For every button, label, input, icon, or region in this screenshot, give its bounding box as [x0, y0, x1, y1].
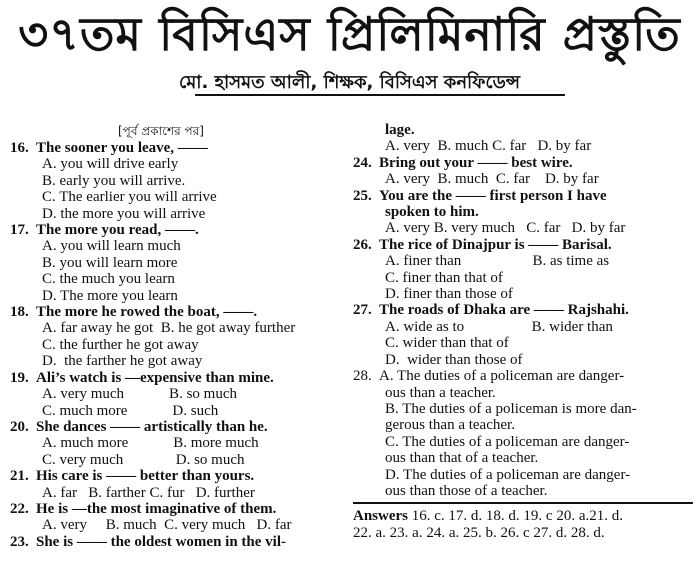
continued-note: [পূর্ব প্রকাশের পর] — [118, 124, 204, 138]
question-number: 18. — [10, 304, 29, 321]
question-text: Bring out your —— best wire. — [379, 154, 573, 171]
question-stem — [10, 140, 340, 156]
question-text: The rice of Dinajpur is —— Barisal. — [379, 236, 612, 253]
option-line: A. very much B. so much — [42, 386, 237, 403]
answers-label: Answers — [353, 508, 408, 525]
option-line: D. The more you learn — [42, 287, 178, 304]
question-text: She is —— the oldest women in the vil- — [36, 533, 287, 550]
option-line: A. much more B. more much — [42, 435, 259, 452]
question-stem — [10, 468, 340, 484]
question-number: 24. — [353, 154, 372, 171]
question-24 — [353, 155, 693, 188]
question-18 — [10, 304, 340, 370]
question-stem — [353, 155, 693, 171]
question-text: The more you read, ——. — [36, 222, 199, 239]
left-question-list — [10, 140, 340, 550]
question-stem — [10, 501, 340, 517]
option-line: D. finer than those of — [385, 286, 513, 303]
option-d-line1: D. The duties of a policeman are danger- — [385, 466, 631, 483]
option-line: D. the farther he got away — [42, 353, 203, 370]
option-line: C. finer than that of — [385, 269, 503, 286]
option-line: B. you will learn more — [42, 254, 178, 271]
question-text-continued: spoken to him. — [385, 204, 479, 221]
option-line: A. you will drive early — [42, 156, 179, 173]
right-question-list — [353, 155, 693, 368]
question-text: Ali’s watch is —expensive than mine. — [36, 369, 274, 386]
option-line: C. the further he got away — [42, 336, 199, 353]
option-line: A. very B. much C. far D. by far — [385, 171, 599, 188]
question-22 — [10, 501, 340, 534]
page-title: ৩৭তম বিসিএস প্রিলিমিনারি প্রস্তুতি — [18, 7, 681, 61]
question-stem — [10, 304, 340, 320]
question-number: 19. — [10, 369, 29, 386]
question-19 — [10, 370, 340, 419]
answers-divider — [353, 502, 693, 504]
option-line: D. the more you will arrive — [42, 205, 206, 222]
option-line: A. far B. farther C. fur D. further — [42, 484, 255, 501]
question-17 — [10, 222, 340, 304]
answer-key — [353, 508, 693, 541]
option-c-line1: C. The duties of a policeman are danger- — [385, 433, 630, 450]
option-line: C. much more D. such — [42, 402, 219, 419]
option-line: C. very much D. so much — [42, 451, 245, 468]
option-line: A. far away he got B. he got away further — [42, 320, 296, 337]
question-stem — [10, 222, 340, 238]
option-a-line1: A. The duties of a policeman are danger- — [379, 368, 625, 385]
question-stem — [353, 302, 693, 318]
question-text: His care is —— better than yours. — [36, 468, 255, 485]
option-c-line2: ous than that of a teacher. — [385, 450, 539, 467]
question-stem — [10, 534, 340, 550]
byline-text: মো. হাসমত আলী, শিক্ষক, বিসিএস কনফিডেন্স — [178, 72, 521, 93]
question-stem — [10, 370, 340, 386]
right-column — [353, 122, 693, 541]
question-26 — [353, 237, 693, 303]
option-line: A. you will learn much — [42, 238, 181, 255]
author-byline — [0, 70, 699, 96]
option-line: C. the much you learn — [42, 271, 175, 288]
option-line: C. The earlier you will arrive — [42, 189, 217, 206]
question-23-continuation: lage. — [385, 122, 415, 138]
question-21 — [10, 468, 340, 501]
question-number: 21. — [10, 468, 29, 485]
answers-line-1: 16. c. 17. d. 18. d. 19. c 20. a.21. d. — [408, 508, 623, 525]
question-number: 28. — [353, 368, 372, 385]
byline-underline — [195, 94, 565, 96]
question-27 — [353, 302, 693, 368]
question-23-options: A. very B. much C. far D. by far — [385, 138, 592, 155]
option-line: A. wide as to B. wider than — [385, 318, 613, 335]
question-text: The roads of Dhaka are —— Rajshahi. — [379, 302, 629, 319]
question-text: He is —the most imaginative of them. — [36, 500, 277, 517]
question-number: 20. — [10, 418, 29, 435]
option-line: D. wider than those of — [385, 351, 523, 368]
left-column — [10, 122, 340, 550]
question-stem — [353, 188, 693, 204]
question-number: 26. — [353, 236, 372, 253]
question-16 — [10, 140, 340, 222]
option-b-line1: B. The duties of a policeman is more dan- — [385, 400, 637, 417]
question-text: She dances —— artistically than he. — [36, 418, 268, 435]
question-text: The sooner you leave, —— — [36, 140, 208, 156]
option-a-line2: ous than a teacher. — [385, 384, 496, 401]
question-number: 27. — [353, 302, 372, 319]
question-20 — [10, 419, 340, 468]
option-b-line2: gerous than a teacher. — [385, 417, 515, 434]
question-number: 17. — [10, 222, 29, 239]
option-line: A. very B. much C. very much D. far — [42, 517, 292, 534]
question-number: 22. — [10, 500, 29, 517]
question-number: 16. — [10, 140, 29, 156]
question-25 — [353, 188, 693, 237]
option-line: B. early you will arrive. — [42, 172, 186, 189]
option-line: A. finer than B. as time as — [385, 253, 610, 270]
question-number: 23. — [10, 533, 29, 550]
option-line: A. very B. very much C. far D. by far — [385, 220, 626, 237]
option-line: C. wider than that of — [385, 335, 509, 352]
answers-line-2: 22. a. 23. a. 24. a. 25. b. 26. c 27. d. 28. d. — [353, 524, 605, 541]
question-text: You are the —— first person I have — [379, 187, 607, 204]
question-23 — [10, 534, 340, 550]
question-text: The more he rowed the boat, ——. — [36, 304, 258, 321]
option-d-line2: ous than those of a teacher. — [385, 482, 548, 499]
question-number: 25. — [353, 187, 372, 204]
question-stem — [10, 419, 340, 435]
question-stem — [353, 237, 693, 253]
question-28 — [353, 368, 693, 499]
